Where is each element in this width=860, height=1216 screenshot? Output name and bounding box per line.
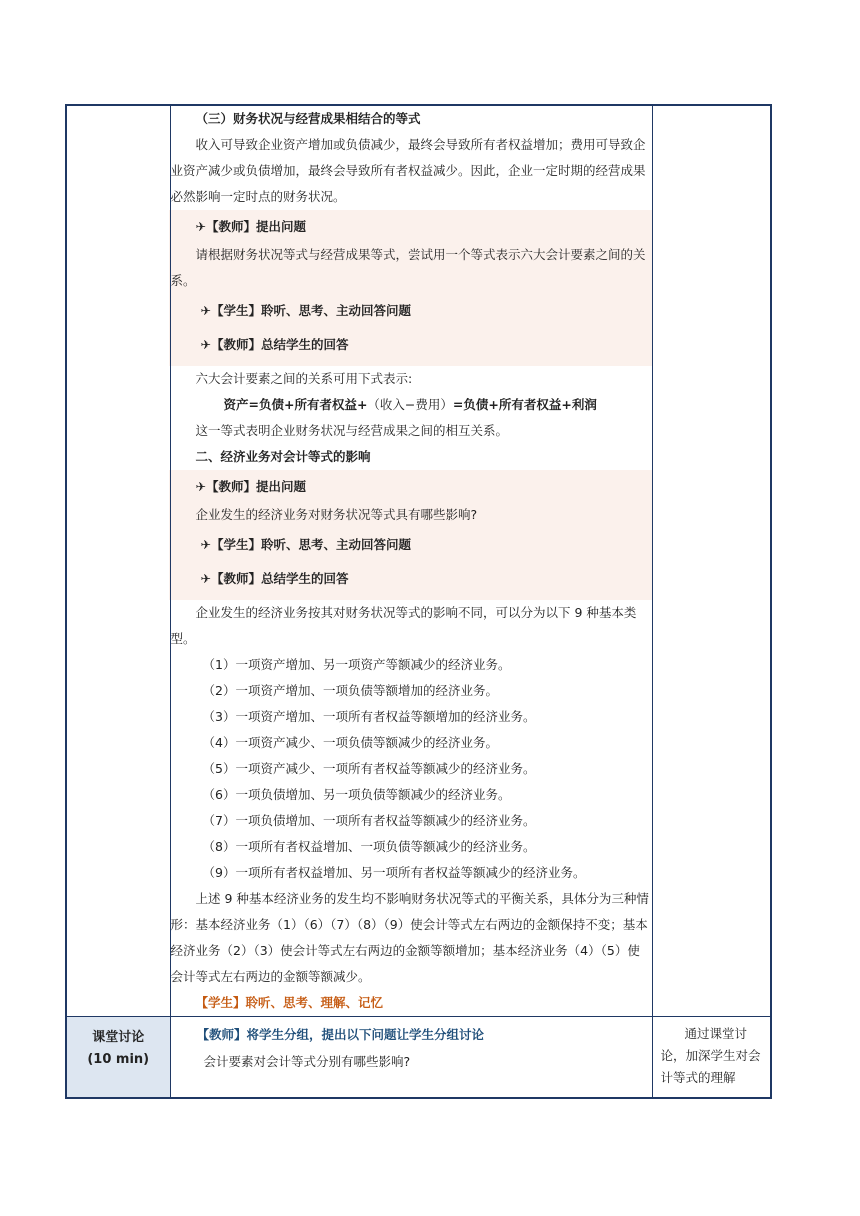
teacher-summary-label: ✈【教师】总结学生的回答: [200, 337, 349, 352]
accounting-equation: [171, 392, 652, 418]
list-item: （2）一项资产增加、一项负债等额增加的经济业务。: [202, 683, 498, 698]
paragraph: 收入可导致企业资产增加或负债减少，最终会导致所有者权益增加；费用可导致企业资产减少或负债增加，最终会导致所有者权益减少。因此，企业一定时期的经营成果必然影响一定时点的财务状况。: [170, 137, 646, 204]
teacher-summary-label: ✈【教师】总结学生的回答: [200, 571, 349, 586]
intent-text: 通过课堂讨论，加深学生对会计等式的理解: [660, 1026, 761, 1085]
content-cell: [170, 105, 652, 1017]
stage-cell: [66, 1017, 170, 1099]
table-row: [66, 105, 771, 1017]
teacher-ask-label: ✈【教师】提出问题: [195, 479, 306, 494]
content-cell: [170, 1017, 652, 1099]
teacher-instruction: 【教师】将学生分组，提出以下问题让学生分组讨论: [196, 1027, 485, 1042]
paragraph: 六大会计要素之间的关系可用下式表示:: [195, 371, 413, 386]
stage-cell-empty: [66, 105, 170, 1017]
teacher-ask-label: ✈【教师】提出问题: [195, 219, 306, 234]
stage-duration: (10 min): [87, 1052, 150, 1067]
section-heading: （三）财务状况与经营成果相结合的等式: [195, 111, 421, 126]
list-item: （1）一项资产增加、另一项资产等额减少的经济业务。: [202, 657, 511, 672]
list-item: （8）一项所有者权益增加、一项负债等额减少的经济业务。: [202, 839, 536, 854]
lesson-plan-table: [65, 104, 772, 1099]
paragraph: 企业发生的经济业务按其对财务状况等式的影响不同，可以分为以下 9 种基本类型。: [170, 605, 637, 646]
list-item: （5）一项资产减少、一项所有者权益等额减少的经济业务。: [202, 761, 536, 776]
equation-part: （收入−费用）: [367, 397, 453, 412]
question-text: 请根据财务状况等式与经营成果等式，尝试用一个等式表示六大会计要素之间的关系。: [170, 247, 646, 288]
student-activity-label: 【学生】聆听、思考、理解、记忆: [195, 995, 384, 1010]
discussion-question: 会计要素对会计等式分别有哪些影响?: [203, 1054, 411, 1069]
student-label: ✈【学生】聆听、思考、主动回答问题: [200, 303, 411, 318]
section-heading: 二、经济业务对会计等式的影响: [195, 449, 371, 464]
paragraph: 上述 9 种基本经济业务的发生均不影响财务状况等式的平衡关系，具体分为三种情形：基本经济业务（1）（6）（7）（8）（9）使会计等式左右两边的金额保持不变；基本经济业务（2）（3）使会计等式左右两边的金额等额增加；基本经济业务（4）（5）使会计等式左右两边的金额等额减少。: [170, 891, 649, 984]
intent-cell: [652, 1017, 771, 1099]
question-text: 企业发生的经济业务对财务状况等式具有哪些影响?: [195, 507, 478, 522]
list-item: （9）一项所有者权益增加、另一项所有者权益等额减少的经济业务。: [202, 865, 586, 880]
student-label: ✈【学生】聆听、思考、主动回答问题: [200, 537, 411, 552]
teacher-question-box: [169, 470, 658, 600]
equation-part: 资产=负债+所有者权益+: [223, 397, 368, 412]
list-item: （6）一项负债增加、另一项负债等额减少的经济业务。: [202, 787, 511, 802]
table-row: [66, 1017, 771, 1099]
intent-cell-empty: [652, 105, 771, 1017]
equation-part: =负债+所有者权益+利润: [452, 397, 597, 412]
paragraph: 这一等式表明企业财务状况与经营成果之间的相互关系。: [195, 423, 509, 438]
list-item: （7）一项负债增加、一项所有者权益等额减少的经济业务。: [202, 813, 536, 828]
list-item: （3）一项资产增加、一项所有者权益等额增加的经济业务。: [202, 709, 536, 724]
teacher-question-box: [169, 210, 658, 366]
list-item: （4）一项资产减少、一项负债等额减少的经济业务。: [202, 735, 498, 750]
stage-title: 课堂讨论: [92, 1030, 145, 1045]
